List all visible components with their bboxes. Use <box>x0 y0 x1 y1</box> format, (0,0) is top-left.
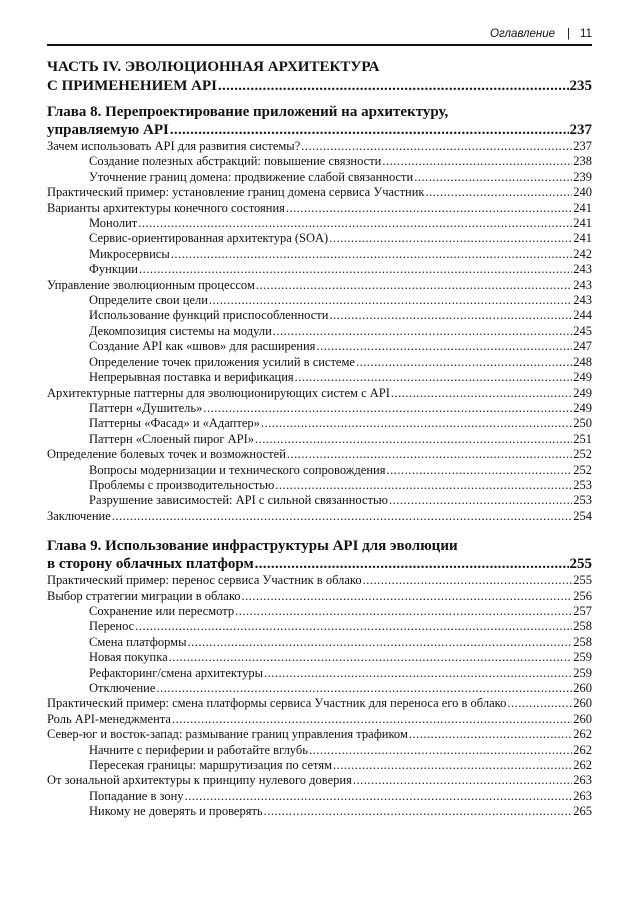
dot-leader <box>273 324 572 339</box>
toc-entry-page: 253 <box>573 477 592 492</box>
dot-leader <box>275 478 572 493</box>
toc-entry-title: Никому не доверять и проверять <box>89 804 263 819</box>
toc-section[interactable] <box>47 696 592 711</box>
toc-subsection[interactable] <box>47 293 592 308</box>
dot-leader <box>255 555 569 573</box>
toc-entry-title: Начните с периферии и работайте вглубь <box>89 742 308 757</box>
toc-entry-title: Проблемы с производительностью <box>89 477 275 492</box>
toc-entry-title: Практический пример: установление границ домена сервиса Участник <box>47 185 425 200</box>
dot-leader <box>287 447 572 462</box>
toc-entry-title: Создание полезных абстракций: повышение связности <box>89 154 382 169</box>
toc-entry-title: Новая покупка <box>89 650 168 665</box>
toc-entry-page: 239 <box>573 169 592 184</box>
toc-entry-title: Рефакторинг/смена архитектуры <box>89 665 264 680</box>
toc-entry-page: 260 <box>573 681 592 695</box>
toc-subsection[interactable] <box>47 478 592 493</box>
dot-leader <box>295 370 573 385</box>
toc-subsection[interactable] <box>47 370 592 385</box>
dot-leader <box>309 743 572 758</box>
toc-entry-page: 243 <box>573 262 592 277</box>
dot-leader <box>507 696 572 711</box>
toc-section[interactable] <box>47 712 592 727</box>
toc-section[interactable] <box>47 386 592 401</box>
toc-entry-title: Смена платформы <box>89 634 187 649</box>
chapter-page: 255 <box>569 556 592 573</box>
chapter-title-line2: в сторону облачных платформ <box>47 556 254 573</box>
toc-entry-title: Отключение <box>89 681 156 695</box>
toc-entry-page: 252 <box>573 462 592 477</box>
part-title-line2-row <box>47 77 592 96</box>
toc-entry-page: 259 <box>573 665 592 680</box>
toc-subsection[interactable] <box>47 789 592 804</box>
toc-entry-page: 250 <box>573 416 592 431</box>
toc-entry-title: Попадание в зону <box>89 788 184 803</box>
dot-leader <box>112 509 573 524</box>
toc-entry-title: Пересекая границы: маршрутизация по сетям <box>89 758 332 773</box>
toc-entry-title: Север-юг и восток-запад: размывание границ управления трафиком <box>47 727 408 742</box>
dot-leader <box>169 650 573 665</box>
dot-leader <box>389 493 572 508</box>
toc-entry-page: 245 <box>573 323 592 338</box>
toc-entry-title: Использование функций приспособленности <box>89 308 329 323</box>
toc-entry-title: Непрерывная поставка и верификация <box>89 370 294 385</box>
toc-entry-title: Роль API-менеджмента <box>47 711 171 726</box>
toc-entry-page: 238 <box>573 154 592 169</box>
toc-section[interactable] <box>47 589 592 604</box>
toc-subsection[interactable] <box>47 743 592 758</box>
dot-leader <box>329 308 572 323</box>
header-rule <box>47 44 592 46</box>
toc-entry-page: 257 <box>573 603 592 618</box>
chapter-title-line2-row <box>47 121 592 139</box>
toc-entry-page: 248 <box>573 354 592 369</box>
toc-entry-title: Монолит <box>89 216 138 231</box>
dot-leader <box>353 773 572 788</box>
toc-section[interactable] <box>47 509 592 524</box>
toc-section[interactable] <box>47 773 592 788</box>
toc-entry-title: Вопросы модернизации и технического сопровождения <box>89 462 386 477</box>
toc-entry-page: 260 <box>573 696 592 711</box>
dot-leader <box>409 727 572 742</box>
dot-leader <box>203 401 572 416</box>
chapter-title-line2: управляемую API <box>47 122 169 138</box>
toc-entry-title: Варианты архитектуры конечного состояния <box>47 200 285 215</box>
dot-leader <box>356 355 572 370</box>
toc-entry-title: Сохранение или пересмотр <box>89 603 235 618</box>
header-separator: | <box>567 28 571 40</box>
dot-leader <box>333 758 572 773</box>
toc-entry-page: 241 <box>573 216 592 231</box>
toc-entry-page: 260 <box>573 711 592 726</box>
toc-subsection[interactable] <box>47 416 592 431</box>
toc-entry-page: 247 <box>573 339 592 354</box>
dot-leader <box>391 386 572 401</box>
toc-entry-title: Разрушение зависимостей: API с сильной связанностью <box>89 493 389 508</box>
running-header <box>47 28 592 44</box>
chapter-title-line1: Глава 9. Использование инфраструктуры API для эволюции <box>47 538 458 555</box>
toc-entry-page: 240 <box>573 185 592 200</box>
chapter-title-line2-row <box>47 555 592 573</box>
dot-leader <box>264 666 572 681</box>
toc-entry-page: 249 <box>573 400 592 415</box>
toc-subsection[interactable] <box>47 493 592 508</box>
toc-entry-page: 253 <box>573 493 592 508</box>
toc-section[interactable] <box>47 573 592 588</box>
dot-leader <box>264 804 573 819</box>
dot-leader <box>329 231 572 246</box>
chapter-9-entries <box>47 573 592 820</box>
dot-leader <box>188 635 573 650</box>
toc-entry-title: Выбор стратегии миграции в облако <box>47 588 241 603</box>
toc-subsection[interactable] <box>47 216 592 231</box>
toc-entry-title: Определение болевых точек и возможностей <box>47 447 286 462</box>
toc-section[interactable] <box>47 201 592 216</box>
toc-entry-page: 258 <box>573 619 592 634</box>
toc-entry-page: 243 <box>573 293 592 308</box>
toc-entry-title: Архитектурные паттерны для эволюционирующих систем с API <box>47 385 390 400</box>
toc-entry-title: Перенос <box>89 619 135 634</box>
dot-leader <box>316 339 572 354</box>
toc-chapter-9[interactable] <box>47 537 592 573</box>
dot-leader <box>261 416 572 431</box>
toc-entry-page: 241 <box>573 200 592 215</box>
toc-entry-title: Заключение <box>47 508 111 523</box>
toc-entry-title: Практический пример: перенос сервиса Участник в облако <box>47 573 362 588</box>
toc-entry-page: 251 <box>573 431 592 446</box>
toc-subsection[interactable] <box>47 666 592 681</box>
dot-leader <box>414 170 572 185</box>
toc-section[interactable] <box>47 727 592 742</box>
toc-entry-page: 241 <box>573 231 592 246</box>
toc-subsection[interactable] <box>47 170 592 185</box>
toc-entry-title: Практический пример: смена платформы сервиса Участник для переноса его в облако <box>47 696 507 711</box>
toc-entry-title: Микросервисы <box>89 246 170 261</box>
toc-entry-page: 263 <box>573 788 592 803</box>
table-of-contents <box>47 58 592 820</box>
dot-leader <box>156 681 572 696</box>
dot-leader <box>209 293 572 308</box>
toc-subsection[interactable] <box>47 604 592 619</box>
toc-subsection[interactable] <box>47 231 592 246</box>
toc-subsection[interactable] <box>47 804 592 819</box>
toc-entry-page: 252 <box>573 447 592 462</box>
toc-entry-title: Создание API как «швов» для расширения <box>89 339 316 354</box>
toc-subsection[interactable] <box>47 650 592 665</box>
toc-subsection[interactable] <box>47 635 592 650</box>
dot-leader <box>170 121 569 139</box>
dot-leader <box>382 154 572 169</box>
toc-section[interactable] <box>47 139 592 154</box>
part-title-line2: С ПРИМЕНЕНИЕМ API <box>47 77 217 94</box>
toc-entry-page: 258 <box>573 634 592 649</box>
toc-entry-page: 242 <box>573 246 592 261</box>
toc-subsection[interactable] <box>47 308 592 323</box>
toc-entry-page: 255 <box>573 573 592 588</box>
part-title-line1: ЧАСТЬ IV. ЭВОЛЮЦИОННАЯ АРХИТЕКТУРА <box>47 59 380 75</box>
toc-section[interactable] <box>47 185 592 200</box>
toc-entry-page: 265 <box>573 804 592 819</box>
toc-entry-title: Паттерн «Слоеный пирог API» <box>89 431 254 446</box>
dot-leader <box>185 789 573 804</box>
toc-section[interactable] <box>47 278 592 293</box>
toc-section[interactable] <box>47 447 592 462</box>
toc-entry-title: Определите свои цели <box>89 293 208 308</box>
toc-part-4[interactable] <box>47 58 592 95</box>
toc-entry-page: 243 <box>573 277 592 292</box>
toc-entry-title: Функции <box>89 262 138 277</box>
dot-leader <box>242 589 573 604</box>
toc-subsection[interactable] <box>47 619 592 634</box>
chapter-title-line1: Глава 8. Перепроектирование приложений на архитектуру, <box>47 104 449 120</box>
toc-entry-title: Зачем использовать API для развития системы? <box>47 139 301 153</box>
toc-subsection[interactable] <box>47 154 592 169</box>
toc-subsection[interactable] <box>47 681 592 696</box>
dot-leader <box>301 139 572 154</box>
toc-entry-page: 254 <box>573 508 592 523</box>
dot-leader <box>286 201 572 216</box>
dot-leader <box>255 432 572 447</box>
toc-subsection[interactable] <box>47 247 592 262</box>
toc-entry-page: 237 <box>573 139 592 153</box>
dot-leader <box>218 77 569 96</box>
toc-entry-title: Декомпозиция системы на модули <box>89 323 272 338</box>
toc-subsection[interactable] <box>47 432 592 447</box>
toc-entry-title: Определение точек приложения усилий в системе <box>89 354 355 369</box>
toc-entry-title: Уточнение границ домена: продвижение слабой связанности <box>89 169 414 184</box>
toc-entry-page: 262 <box>573 727 592 742</box>
toc-entry-title: Паттерны «Фасад» и «Адаптер» <box>89 416 260 431</box>
chapter-page: 237 <box>569 122 592 138</box>
toc-entry-title: Паттерн «Душитель» <box>89 400 203 415</box>
dot-leader <box>139 262 572 277</box>
toc-subsection[interactable] <box>47 339 592 354</box>
dot-leader <box>386 463 572 478</box>
toc-entry-page: 256 <box>573 588 592 603</box>
toc-subsection[interactable] <box>47 262 592 277</box>
toc-subsection[interactable] <box>47 324 592 339</box>
toc-entry-page: 262 <box>573 742 592 757</box>
toc-entry-page: 263 <box>573 773 592 788</box>
dot-leader <box>426 185 573 200</box>
toc-entry-page: 249 <box>573 385 592 400</box>
toc-chapter-8[interactable] <box>47 103 592 139</box>
dot-leader <box>171 247 573 262</box>
dot-leader <box>135 619 572 634</box>
dot-leader <box>172 712 572 727</box>
toc-entry-page: 262 <box>573 758 592 773</box>
part-page: 235 <box>569 77 592 94</box>
toc-subsection[interactable] <box>47 401 592 416</box>
dot-leader <box>138 216 572 231</box>
toc-entry-page: 244 <box>573 308 592 323</box>
dot-leader <box>256 278 572 293</box>
toc-subsection[interactable] <box>47 463 592 478</box>
toc-entry-page: 259 <box>573 650 592 665</box>
header-page-number: 11 <box>580 28 592 40</box>
toc-subsection[interactable] <box>47 355 592 370</box>
header-title: Оглавление <box>490 28 556 40</box>
toc-entry-title: Управление эволюционным процессом <box>47 277 255 292</box>
toc-entry-title: Сервис-ориентированная архитектура (SOA) <box>89 231 329 246</box>
toc-subsection[interactable] <box>47 758 592 773</box>
toc-entry-page: 249 <box>573 370 592 385</box>
chapter-8-entries <box>47 139 592 524</box>
dot-leader <box>235 604 572 619</box>
dot-leader <box>363 573 573 588</box>
toc-entry-title: От зональной архитектуры к принципу нулевого доверия <box>47 773 352 788</box>
